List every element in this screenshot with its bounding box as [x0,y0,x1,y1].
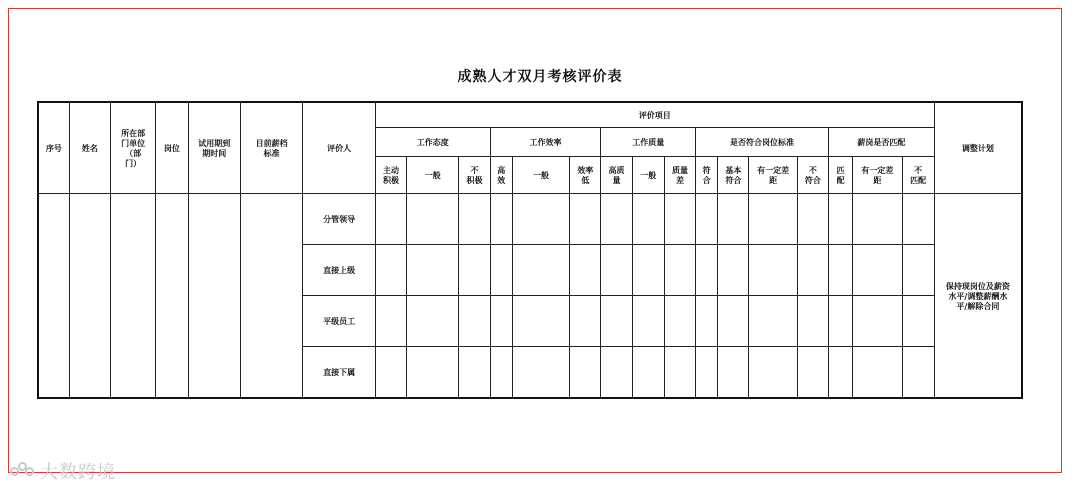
header-plan: 调整计划 [934,102,1022,194]
rating-cell[interactable] [664,296,695,347]
rating-cell[interactable] [601,245,632,296]
rating-cell[interactable] [902,296,934,347]
rating-cell[interactable] [718,245,749,296]
rating-cell[interactable] [797,245,828,296]
table-row [38,194,1022,245]
rating-cell[interactable] [829,245,853,296]
rating-cell[interactable] [490,347,512,399]
subheader: 一般 [632,157,664,194]
info-cell[interactable] [188,194,240,399]
evaluator-cell: 直接上级 [303,245,376,296]
rating-cell[interactable] [490,296,512,347]
info-cell[interactable] [69,194,110,399]
rating-cell[interactable] [459,347,490,399]
rating-cell[interactable] [696,194,718,245]
rating-cell[interactable] [407,296,459,347]
rating-cell[interactable] [407,194,459,245]
rating-cell[interactable] [696,296,718,347]
subheader: 不 符合 [797,157,828,194]
evaluator-cell: 直接下属 [303,347,376,399]
rating-cell[interactable] [902,245,934,296]
rating-cell[interactable] [632,245,664,296]
rating-cell[interactable] [570,194,601,245]
rating-cell[interactable] [407,245,459,296]
subheader: 不 匹配 [902,157,934,194]
header-eval-items: 评价项目 [375,102,934,128]
header-name: 姓名 [69,102,110,194]
subheader: 不 积极 [459,157,490,194]
rating-cell[interactable] [718,296,749,347]
subheader: 一般 [512,157,569,194]
rating-cell[interactable] [749,347,797,399]
rating-cell[interactable] [459,194,490,245]
rating-cell[interactable] [749,245,797,296]
group-quality: 工作质量 [601,128,696,157]
rating-cell[interactable] [570,245,601,296]
rating-cell[interactable] [829,194,853,245]
subheader: 匹 配 [829,157,853,194]
rating-cell[interactable] [696,347,718,399]
rating-cell[interactable] [570,347,601,399]
header-dept: 所在部 门单位 （部 门） [111,102,156,194]
header-salary: 目前薪档 标准 [240,102,302,194]
group-attitude: 工作态度 [375,128,490,157]
rating-cell[interactable] [664,194,695,245]
rating-cell[interactable] [632,296,664,347]
document-title: 成熟人才双月考核评价表 [457,69,623,85]
header-seq: 序号 [38,102,69,194]
rating-cell[interactable] [512,296,569,347]
subheader: 高质 量 [601,157,632,194]
header-position: 岗位 [156,102,188,194]
rating-cell[interactable] [797,347,828,399]
rating-cell[interactable] [375,194,406,245]
info-cell[interactable] [111,194,156,399]
header-evaluator: 评价人 [303,102,376,194]
group-standard: 是否符合岗位标准 [696,128,829,157]
rating-cell[interactable] [570,296,601,347]
subheader: 主动 积极 [375,157,406,194]
rating-cell[interactable] [853,347,902,399]
subheader: 有一定差 距 [853,157,902,194]
evaluator-cell: 分管领导 [303,194,376,245]
rating-cell[interactable] [902,347,934,399]
evaluation-table [37,101,1023,399]
subheader: 符 合 [696,157,718,194]
rating-cell[interactable] [375,347,406,399]
rating-cell[interactable] [902,194,934,245]
header-probation: 试用期到 期时间 [188,102,240,194]
subheader: 质量 差 [664,157,695,194]
rating-cell[interactable] [853,245,902,296]
subheader: 基本 符合 [718,157,749,194]
info-cell[interactable] [38,194,69,399]
evaluator-cell: 平级员工 [303,296,376,347]
rating-cell[interactable] [459,296,490,347]
group-efficiency: 工作效率 [490,128,601,157]
info-cell[interactable] [156,194,188,399]
subheader: 有一定差 距 [749,157,797,194]
subheader: 一般 [407,157,459,194]
subheader: 高 效 [490,157,512,194]
rating-cell[interactable] [512,347,569,399]
rating-cell[interactable] [601,194,632,245]
rating-cell[interactable] [797,296,828,347]
rating-cell[interactable] [749,296,797,347]
rating-cell[interactable] [853,194,902,245]
rating-cell[interactable] [375,296,406,347]
rating-cell[interactable] [664,245,695,296]
rating-cell[interactable] [829,347,853,399]
watermark-logo-icon [10,462,36,480]
rating-cell[interactable] [797,194,828,245]
rating-cell[interactable] [718,194,749,245]
rating-cell[interactable] [632,194,664,245]
plan-cell: 保持现岗位及薪资 水平/调整薪酬水 平/解除合同 [934,194,1022,399]
table-body [38,194,1022,399]
watermark [10,458,116,484]
rating-cell[interactable] [601,347,632,399]
rating-cell[interactable] [512,194,569,245]
rating-cell[interactable] [829,296,853,347]
rating-cell[interactable] [512,245,569,296]
group-salary-match: 薪岗是否匹配 [829,128,935,157]
rating-cell[interactable] [459,245,490,296]
rating-cell[interactable] [749,194,797,245]
rating-cell[interactable] [407,347,459,399]
rating-cell[interactable] [718,347,749,399]
rating-cell[interactable] [853,296,902,347]
rating-cell[interactable] [490,194,512,245]
rating-cell[interactable] [490,245,512,296]
subheader: 效率 低 [570,157,601,194]
watermark-text: 大数跨境 [40,462,116,483]
rating-cell[interactable] [632,347,664,399]
rating-cell[interactable] [375,245,406,296]
rating-cell[interactable] [664,347,695,399]
rating-cell[interactable] [601,296,632,347]
info-cell[interactable] [240,194,302,399]
rating-cell[interactable] [696,245,718,296]
